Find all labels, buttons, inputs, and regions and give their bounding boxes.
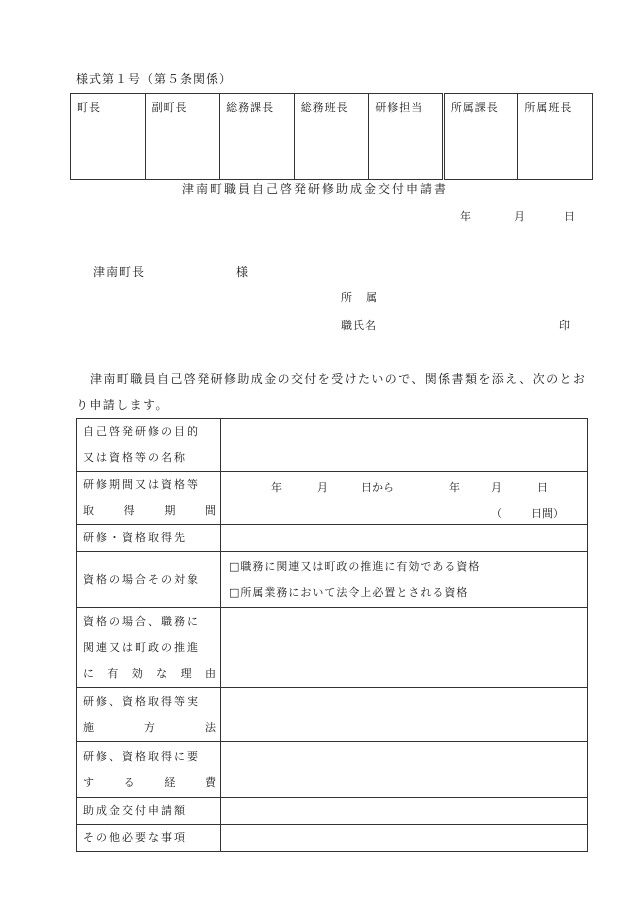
char: 理 [180, 666, 192, 680]
char: 効 [131, 666, 143, 680]
form-code: 様式第１号（第５条関係） [76, 72, 233, 86]
approval-box-section-director: 所属課長 [443, 94, 518, 180]
row-target [77, 552, 588, 608]
date-year-label: 年 [460, 210, 471, 223]
char: 経 [164, 775, 176, 789]
period-days-open: （ [491, 507, 502, 520]
char: 費 [204, 775, 216, 789]
checkbox-option-related-qualification[interactable]: □職務に関連又は町政の推進に有効である資格 [229, 559, 481, 573]
label-place: 研修・資格取得先 [77, 525, 221, 552]
label-purpose-line1: 自己啓発研修の目的 [83, 425, 200, 438]
label-cost [77, 742, 221, 798]
row-method [77, 688, 588, 742]
label-reason-line3 [83, 661, 216, 687]
char: す [83, 775, 94, 789]
field-place[interactable] [221, 525, 588, 552]
body-text: 津南町職員自己啓発研修助成金の交付を受けたいので、関係書類を添え、次のとおり申請します。 [76, 372, 587, 412]
label-amount: 助成金交付申請額 [77, 798, 221, 825]
label-period [77, 472, 221, 525]
field-purpose[interactable] [221, 419, 588, 472]
field-target [221, 552, 588, 608]
application-table [76, 418, 588, 852]
char: 由 [204, 666, 216, 680]
label-method-line2 [83, 715, 216, 741]
field-cost[interactable] [221, 742, 588, 798]
addressee-suffix: 様 [236, 265, 249, 279]
period-days-close: 日間） [531, 507, 564, 520]
label-target: 資格の場合その対象 [77, 552, 221, 608]
label-cost-line1: 研修、資格取得に要 [83, 749, 200, 763]
field-reason[interactable] [221, 608, 588, 688]
label-cost-line2 [83, 770, 216, 796]
char: る [123, 775, 135, 789]
document-title: 津南町職員自己啓発研修助成金交付申請書 [181, 182, 448, 196]
field-other[interactable] [221, 825, 588, 852]
row-purpose [77, 419, 588, 472]
char: 有 [107, 666, 119, 680]
approval-box-section-chief: 所属班長 [518, 94, 593, 180]
char: 方 [144, 720, 155, 734]
date-line [460, 208, 575, 224]
approval-box-deputy-mayor: 副町長 [145, 94, 220, 180]
field-period[interactable] [221, 472, 588, 525]
row-other [77, 825, 588, 852]
seal-label: 印 [559, 319, 570, 332]
char: 法 [205, 720, 216, 734]
label-period-line2 [83, 498, 216, 524]
label-reason-line1: 資格の場合、職務に [83, 614, 200, 628]
char: 得 [123, 504, 135, 517]
char: 期 [164, 504, 176, 517]
label-purpose-line2: 又は資格等の名称 [83, 451, 187, 464]
field-amount[interactable] [221, 798, 588, 825]
char: に [83, 666, 94, 680]
char: 取 [83, 504, 94, 517]
row-place [77, 525, 588, 552]
label-reason [77, 608, 221, 688]
approval-box-general-affairs-director: 総務課長 [220, 94, 295, 180]
approval-box-general-affairs-chief: 総務班長 [294, 94, 369, 180]
row-period [77, 472, 588, 525]
checkbox-option-mandatory-qualification[interactable]: □所属業務において法令上必置とされる資格 [229, 585, 469, 599]
affiliation-char-2: 属 [366, 291, 377, 304]
label-other: その他必要な事項 [77, 825, 221, 852]
name-label: 職氏名 [341, 319, 377, 332]
affiliation-label [341, 289, 377, 305]
date-month-label: 月 [514, 210, 525, 223]
field-method[interactable] [221, 688, 588, 742]
period-year-from: 年 [271, 481, 282, 494]
period-day-to: 日 [537, 481, 548, 494]
approval-box-training-officer: 研修担当 [369, 94, 444, 180]
date-day-label: 日 [564, 210, 575, 223]
affiliation-char-1: 所 [341, 291, 352, 304]
row-cost [77, 742, 588, 798]
approval-stamp-table [70, 93, 593, 180]
approval-box-mayor: 町長 [71, 94, 146, 180]
label-period-line1: 研修期間又は資格等 [83, 478, 200, 491]
row-reason [77, 608, 588, 688]
char: 間 [204, 504, 216, 517]
period-month-to: 月 [491, 481, 502, 494]
label-reason-line2: 関連又は町政の推進 [83, 640, 200, 654]
row-amount [77, 798, 588, 825]
addressee-name: 津南町長 [93, 265, 146, 279]
period-year-to: 年 [449, 481, 460, 494]
period-day-from: 日から [361, 481, 394, 494]
char: 施 [83, 720, 94, 734]
label-method-line1: 研修、資格取得等実 [83, 694, 200, 708]
period-month-from: 月 [317, 481, 328, 494]
char: な [156, 666, 168, 680]
label-purpose [77, 419, 221, 472]
label-method [77, 688, 221, 742]
